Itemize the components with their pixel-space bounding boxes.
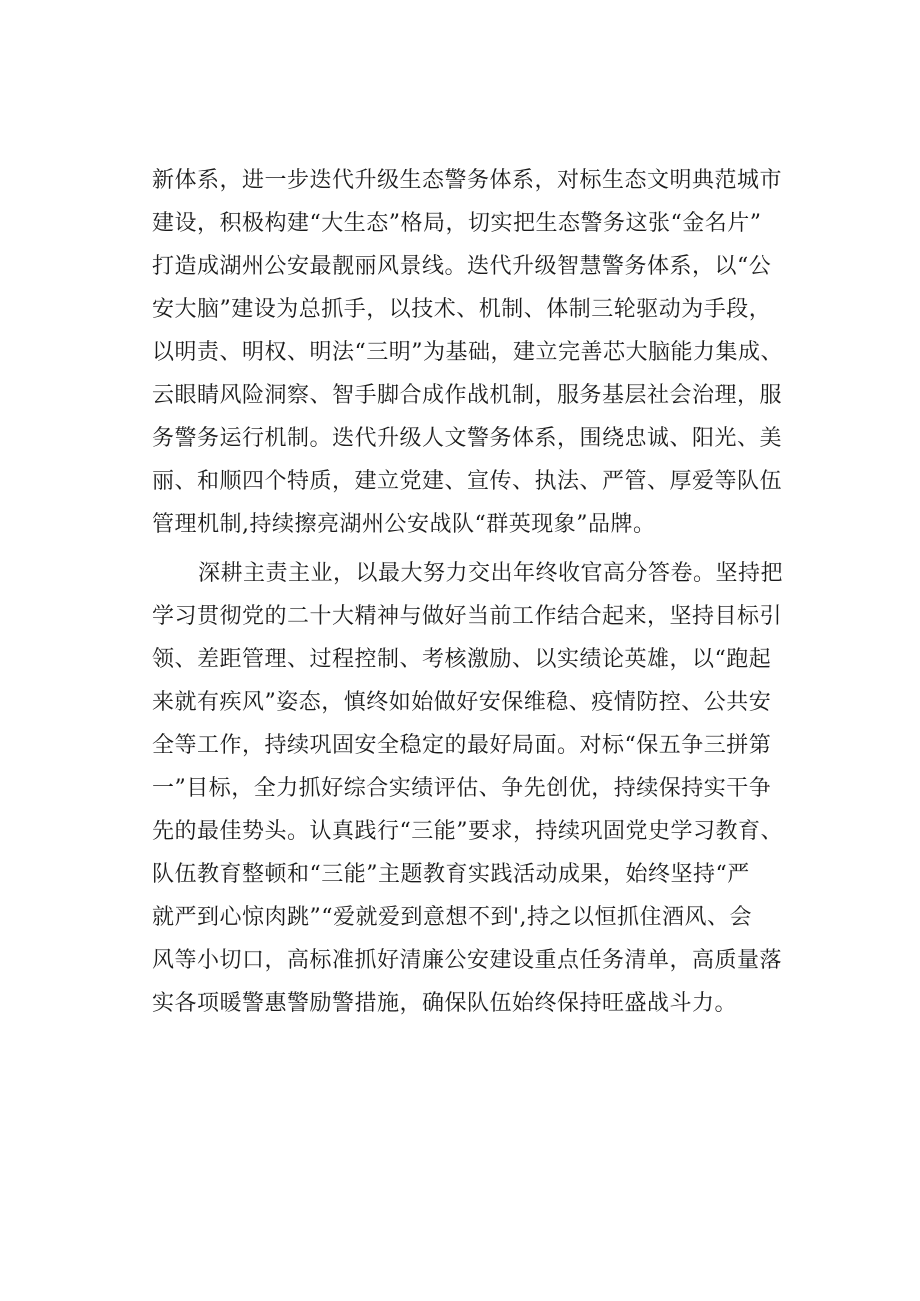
- paragraph-line: 安大脑”建设为总抓手，以技术、机制、体制三轮驱动为手段，: [152, 297, 772, 322]
- paragraph-line: 先的最佳势头。认真践行“三能”要求，持续巩固党史学习教育、: [152, 819, 783, 844]
- paragraph-line: 深耕主责主业，以最大努力交出年终收官高分答卷。坚持把: [198, 561, 784, 586]
- paragraph-line: 打造成湖州公安最靓丽风景线。迭代升级智慧警务体系，以“公: [152, 254, 772, 279]
- paragraph-line: 管理机制,持续擦亮湖州公安战队“群英现象”品牌。: [152, 512, 656, 537]
- paragraph-line: 新体系，进一步迭代升级生态警务体系，对标生态文明典范城市: [152, 168, 783, 193]
- paragraph-line: 实各项暖警惠警励警措施，确保队伍始终保持旺盛战斗力。: [152, 991, 738, 1016]
- paragraph-line: 学习贯彻党的二十大精神与做好当前工作结合起来，坚持目标引: [152, 604, 783, 629]
- paragraph-line: 来就有疾风”姿态，慎终如始做好安保维稳、疫情防控、公共安: [152, 690, 772, 715]
- paragraph-line: 云眼睛风险洞察、智手脚合成作战机制，服务基层社会治理，服: [152, 383, 783, 408]
- paragraph-line: 务警务运行机制。迭代升级人文警务体系，围绕忠诚、阳光、美: [152, 426, 783, 451]
- paragraph-line: 就严到心惊肉跳”“爱就爱到意想不到',持之以恒抓住酒风、会: [152, 905, 753, 930]
- paragraph-line: 队伍教育整顿和“三能”主题教育实践活动成果，始终坚持“严: [152, 862, 750, 887]
- paragraph-line: 以明责、明权、明法“三明”为基础，建立完善芯大脑能力集成、: [152, 340, 783, 365]
- paragraph-line: 风等小切口，高标准抓好清廉公安建设重点任务清单，高质量落: [152, 948, 783, 973]
- paragraph-line: 建设，积极构建“大生态”格局，切实把生态警务这张“金名片”: [152, 211, 762, 236]
- paragraph-line: 全等工作，持续巩固安全稳定的最好局面。对标“保五争三拼第: [152, 733, 772, 758]
- paragraph-line: 领、差距管理、过程控制、考核激励、以实绩论英雄，以“跑起: [152, 647, 772, 672]
- paragraph-line: 丽、和顺四个特质，建立党建、宣传、执法、严管、厚爱等队伍: [152, 469, 783, 494]
- paragraph-line: 一”目标，全力抓好综合实绩评估、争先创优，持续保持实干争: [152, 776, 772, 801]
